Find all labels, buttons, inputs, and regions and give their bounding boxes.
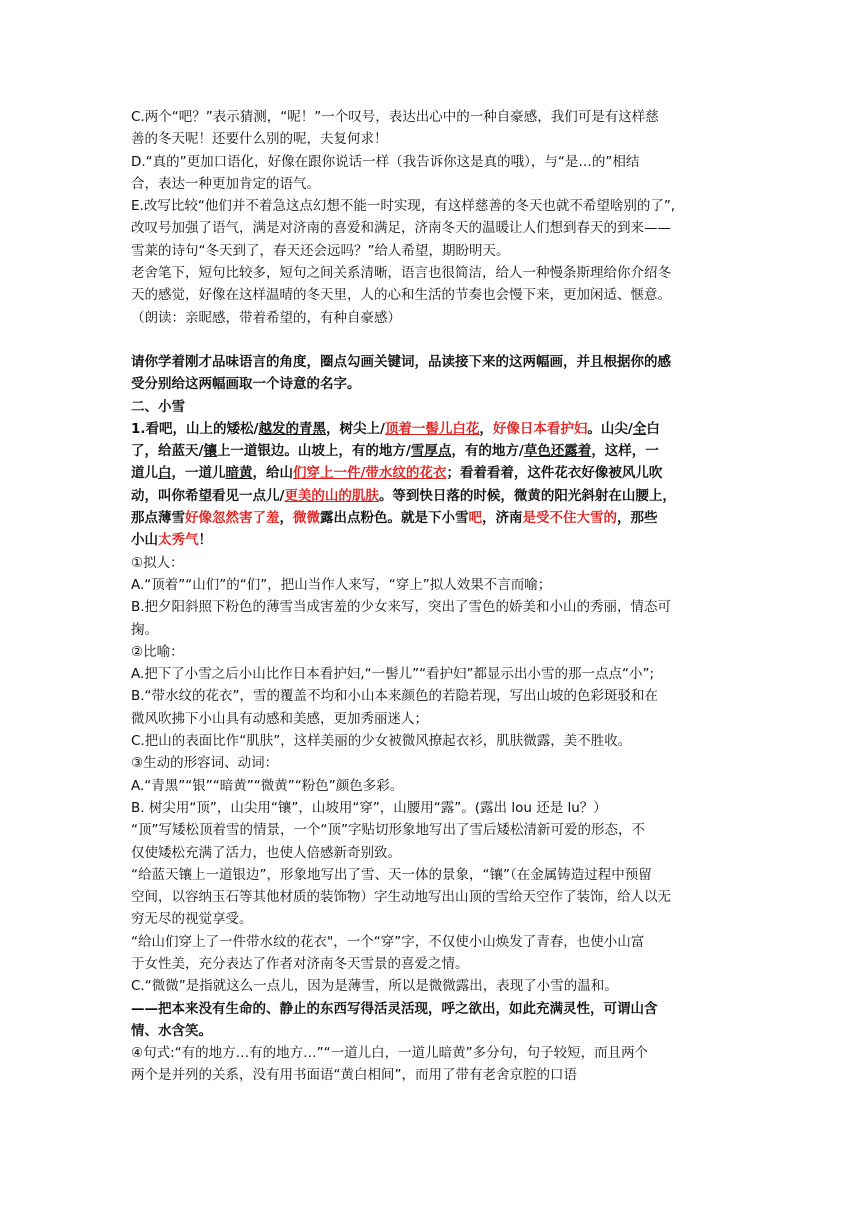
summary-line: 情、水含笑。 [131, 1022, 212, 1039]
passage-line [131, 529, 731, 551]
passage-block [131, 418, 731, 552]
analysis-line: ③生动的形容词、动词： [131, 755, 279, 772]
intro-line: （朗读：亲昵感，带着希望的，有种自豪感） [131, 309, 401, 326]
intro-line: 善的冬天呢！还要什么别的呢，夫复何求！ [131, 131, 388, 148]
intro-line: 老舍笔下，短句比较多，短句之间关系清晰，语言也很简洁，给人一种慢条斯理给你介绍冬 [131, 265, 671, 282]
analysis-line: C.把山的表面比作“肌肤”，这样美丽的少女被微风撩起衣衫，肌肤微露，美不胜收。 [131, 733, 632, 750]
highlighted-phrase: 吧 [468, 510, 482, 527]
task-line: 受分别给这两幅画取一个诗意的名字。 [131, 376, 361, 393]
passage-text: 1.看吧，山上的矮松/ [131, 420, 259, 437]
document-page [131, 106, 731, 1087]
analysis-line: A.“顶着”“山们”的“们”，把山当作人来写，“穿上”拟人效果不言而喻； [131, 576, 552, 593]
intro-line: 天的感觉，好像在这样温晴的冬天里，人的心和生活的节奏也会慢下来，更加闲适、惬意。 [131, 287, 671, 304]
highlighted-phrase: 太秀气 [158, 532, 199, 549]
passage-text: 。等到快日落的时候，微黄的阳光斜射在山腰上， [378, 487, 676, 504]
passage-text: 那点薄雪 [131, 510, 185, 527]
sentence-pattern-line: 两个是并列的关系，没有用书面语“黄白相间”，而用了带有老舍京腔的口语 [131, 1067, 577, 1084]
summary-block [131, 998, 731, 1043]
analysis-line: 微风吹拂下小山具有动感和美感，更加秀丽迷人； [131, 710, 428, 727]
analysis-line: 于女性美，充分表达了作者对济南冬天雪景的喜爱之情。 [131, 955, 469, 972]
passage-line [131, 507, 731, 529]
analysis-line: 掬。 [131, 621, 158, 638]
underlined-phrase: 白 [158, 465, 172, 482]
underlined-phrase: 暗黄 [225, 465, 253, 482]
highlighted-phrase: 顶着一髻儿白花 [384, 420, 480, 437]
passage-text: 露出点粉色。就是下小雪 [320, 510, 469, 527]
analysis-line: “给山们穿上了一件带水纹的花衣"，一个“穿”字，不仅使小山焕发了青春，也使小山富 [131, 933, 645, 950]
passage-text: ，那些 [617, 510, 658, 527]
passage-text: 白 [646, 420, 660, 437]
passage-line [131, 440, 731, 462]
passage-text: ，树尖上/ [325, 420, 385, 437]
highlighted-phrase: 好像忽然害了羞 [185, 510, 280, 527]
analysis-line: 穷无尽的视觉享受。 [131, 911, 253, 928]
passage-text: 小山 [131, 532, 158, 549]
passage-text: ，给山 [252, 465, 293, 482]
analysis-line: A.把下了小雪之后小山比作日本看护妇,“一髻儿”“看护妇”都显示出小雪的那一点点“小”; [131, 666, 655, 683]
analysis-line: B.“带水纹的花衣”，雪的覆盖不均和小山本来颜色的若隐若现，写出山坡的色彩斑驳和在 [131, 688, 659, 705]
intro-analysis-block [131, 106, 731, 329]
task-line: 请你学着刚才品味语言的角度，圈点勾画关键词，品读接下来的这两幅画，并且根据你的感 [131, 353, 671, 370]
task-prompt-block [131, 351, 731, 396]
analysis-line: B.把夕阳斜照下粉色的薄雪当成害羞的少女来写，突出了雪色的娇美和小山的秀丽，情态可 [131, 599, 672, 616]
highlighted-phrase: 是受不住大雪的 [522, 510, 617, 527]
intro-line: D.“真的”更加口语化，好像在跟你说话一样（我告诉你这是真的哦），与“是…的”相结 [131, 153, 640, 170]
highlighted-phrase: 们穿上一件/带水纹的花衣 [293, 465, 447, 482]
passage-line [131, 418, 731, 440]
intro-line: C.两个“吧？”表示猜测，“呢！”一个叹号，表达出心中的一种自豪感，我们可是有这样慈 [131, 109, 659, 125]
analysis-line: A.“青黑”“银”“暗黄”“微黄”“粉色”颜色多彩。 [131, 777, 404, 794]
underlined-phrase: 草色还露着 [523, 443, 592, 460]
section-title: 二、小雪 [131, 398, 185, 415]
analysis-line: ①拟人： [131, 554, 184, 571]
underlined-phrase: 镶 [203, 443, 217, 460]
passage-text: ，一道儿 [171, 465, 226, 482]
intro-line: 雪莱的诗句“冬天到了，春天还会远吗？”给人希望，期盼明天。 [131, 242, 510, 259]
intro-line: 改叹号加强了语气，满是对济南的喜爱和满足，济南冬天的温暖让人们想到春天的到来—— [131, 220, 671, 237]
analysis-line: 空间，以容纳玉石等其他材质的装饰物）字生动地写出山顶的雪给天空作了装饰，给人以无 [131, 889, 671, 906]
sentence-pattern-line: ④句式:“有的地方…有的地方…”“一道儿白，一道儿暗黄”多分句，句子较短，而且两个 [131, 1045, 649, 1062]
passage-text: 了，给蓝天/ [131, 443, 204, 460]
summary-line: ——把本来没有生命的、静止的东西写得活灵活现，呼之欲出，如此充满灵性，可谓山含 [131, 1000, 658, 1017]
underlined-phrase: 雪厚点 [410, 443, 452, 460]
passage-text: ；看着看着，这件花衣好像被风儿吹 [446, 465, 663, 482]
passage-text: ， [479, 420, 493, 437]
passage-text: ， [279, 510, 293, 527]
passage-line [131, 462, 731, 484]
highlighted-phrase: 好像日本看护妇 [492, 420, 588, 437]
paragraph-gap [131, 329, 731, 351]
underlined-phrase: 全 [632, 420, 647, 437]
analysis-line: 仅使矮松充满了活力，也使人倍感新奇别致。 [131, 844, 401, 861]
highlighted-phrase: 更美的山的肌肤 [284, 487, 379, 504]
highlighted-phrase: 微微 [293, 510, 320, 527]
passage-text: ！ [198, 532, 212, 549]
passage-text: 上一道银边。山坡上，有的地方/ [216, 443, 411, 460]
passage-line [131, 485, 731, 507]
passage-text: 动，叫你希望看见一点儿/ [131, 487, 285, 504]
analysis-line: B. 树尖用“顶”，山尖用“镶”，山坡用“穿”，山腰用“露”。(露出 lou 还是 lu？） [131, 799, 607, 816]
underlined-phrase: 越发的青黑 [258, 420, 326, 437]
analysis-line: “给蓝天镶上一道银边”，形象地写出了雪、天一体的景象，“镶”（在金属铸造过程中预留 [131, 866, 652, 883]
passage-text: ，这样，一 [591, 443, 659, 460]
passage-text: 道儿 [131, 465, 158, 482]
analysis-block [131, 552, 731, 998]
analysis-line: “顶”写矮松顶着雪的情景，一个“顶”字贴切形象地写出了雪后矮松清新可爱的形态，不 [131, 822, 645, 839]
passage-text: ，有的地方/ [451, 443, 524, 460]
passage-text: 。山尖/ [587, 420, 633, 437]
intro-line: 合，表达一种更加肯定的语气。 [131, 175, 320, 192]
sentence-pattern-block [131, 1042, 731, 1087]
analysis-line: ②比喻： [131, 643, 184, 660]
analysis-line: C.“微微”是指就这么一点儿，因为是薄雪，所以是微微露出，表现了小雪的温和。 [131, 978, 618, 995]
intro-line: E.改写比较“他们并不着急这点幻想不能一时实现，有这样慈善的冬天也就不希望啥别的了”, [131, 198, 676, 215]
passage-text: ，济南 [482, 510, 523, 527]
